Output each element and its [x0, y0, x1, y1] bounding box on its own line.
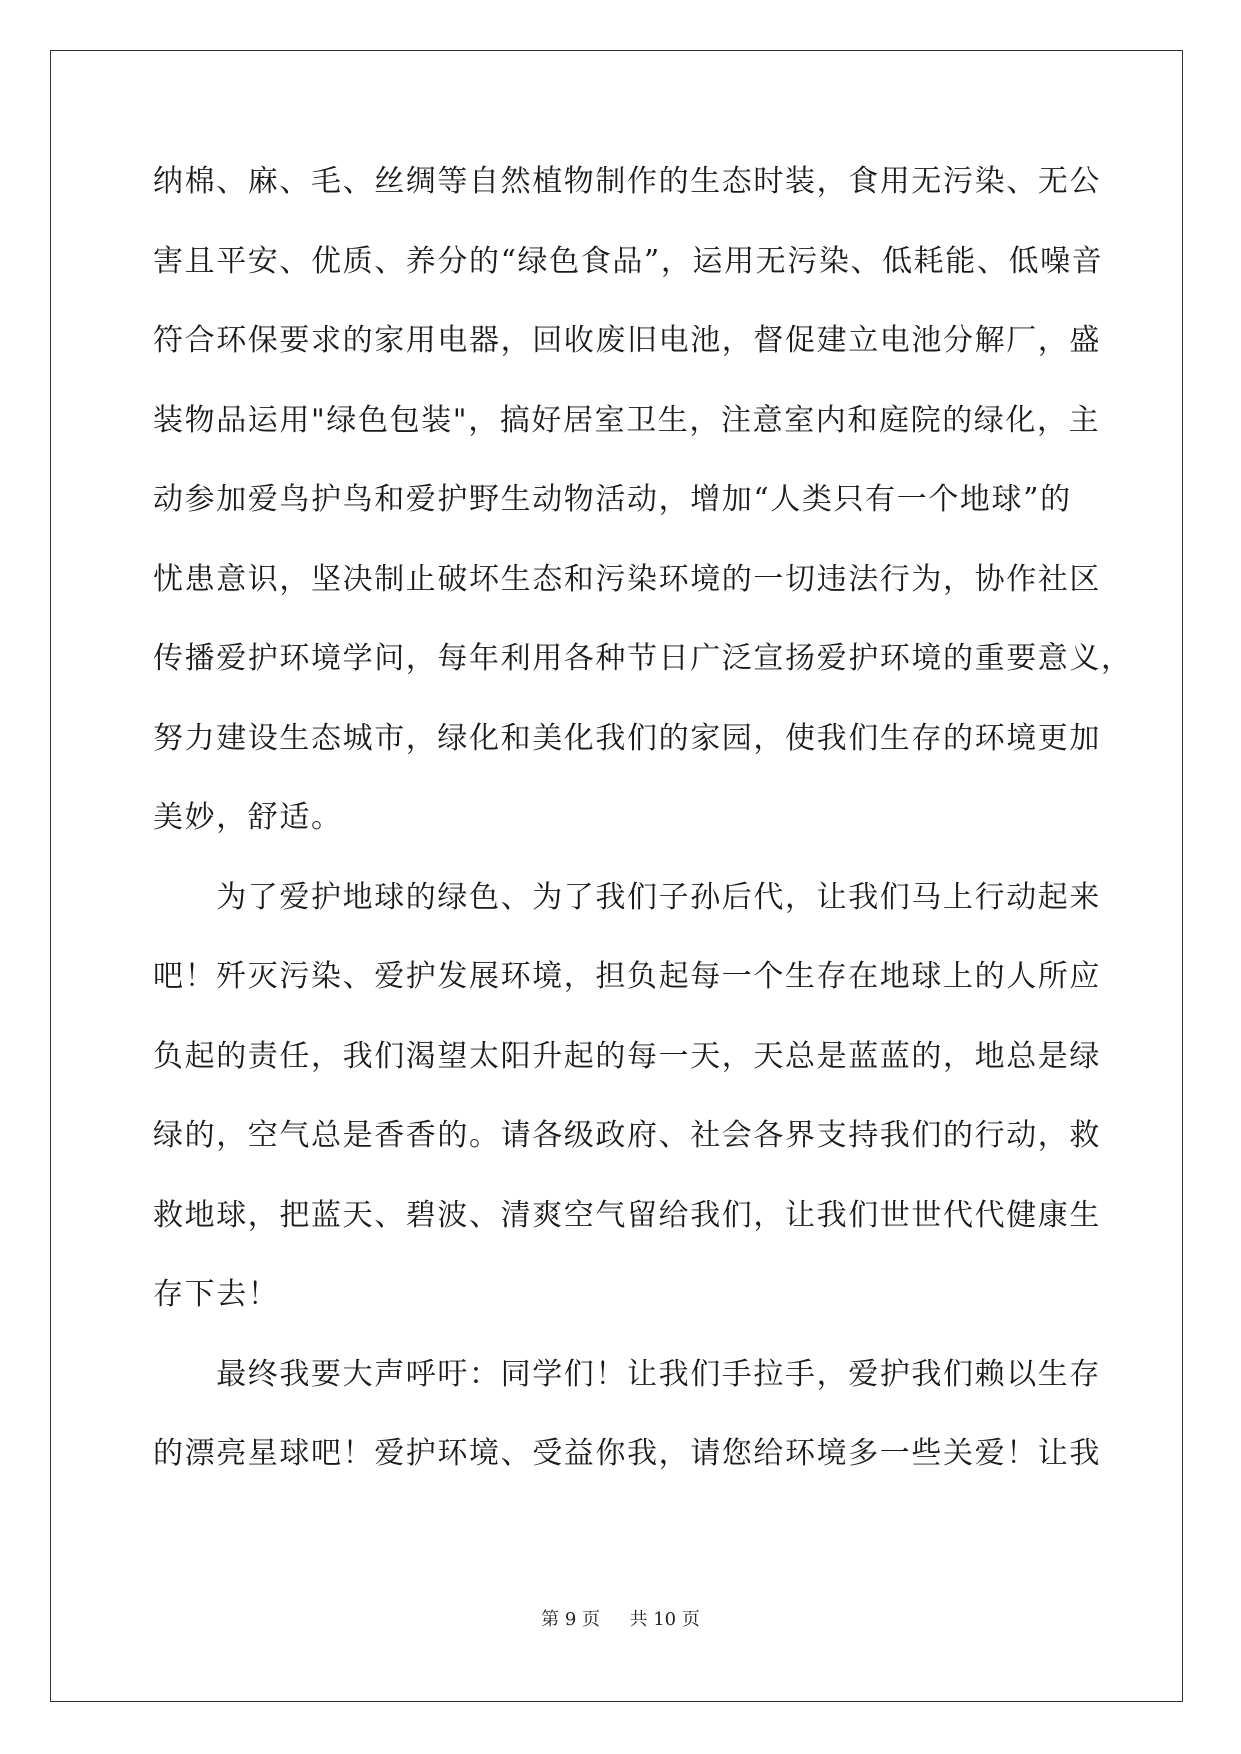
page-footer — [0, 1605, 1241, 1631]
text-line: 美妙，舒适。 — [153, 800, 343, 835]
text-line: 害且平安、优质、养分的“绿色食品”，运用无污染、低耗能、低噪音 — [153, 243, 1104, 279]
text-line: 负起的责任，我们渴望太阳升起的每一天，天总是蓝蓝的，地总是绿 — [153, 1038, 1101, 1074]
text-line: 纳棉、麻、毛、丝绸等自然植物制作的生态时装，食用无污染、无公 — [153, 164, 1101, 199]
text-line: 努力建设生态城市，绿化和美化我们的家园，使我们生存的环境更加 — [153, 720, 1101, 756]
text-line: 动参加爱鸟护鸟和爱护野生动物活动，增加“人类只有一个地球”的 — [153, 482, 1072, 517]
page-total: 共 10 页 — [629, 1609, 700, 1630]
text-line: 忧患意识，坚决制止破坏生态和污染环境的一切违法行为，协作社区 — [153, 561, 1101, 597]
text-line: 传播爱护环境学问，每年利用各种节日广泛宣扬爱护环境的重要意义， — [153, 641, 1133, 676]
document-body — [153, 157, 1133, 1509]
text-line: 存下去！ — [153, 1277, 280, 1312]
page-number: 第 9 页 — [541, 1609, 601, 1630]
text-line: 绿的，空气总是香香的。请各级政府、社会各界支持我们的行动，救 — [153, 1118, 1101, 1153]
text-line: 最终我要大声呼吁：同学们！让我们手拉手，爱护我们赖以生存 — [153, 1356, 1101, 1392]
text-line: 的漂亮星球吧！爱护环境、受益你我，请您给环境多一些关爱！让我 — [153, 1436, 1101, 1471]
text-line: 符合环保要求的家用电器，回收废旧电池，督促建立电池分解厂，盛 — [153, 323, 1101, 358]
text-line: 装物品运用"绿色包装"，搞好居室卫生，注意室内和庭院的绿化，主 — [153, 402, 1101, 438]
text-line: 吧！歼灭污染、爱护发展环境，担负起每一个生存在地球上的人所应 — [153, 959, 1101, 994]
text-line: 为了爱护地球的绿色、为了我们子孙后代，让我们马上行动起来 — [153, 879, 1101, 915]
text-line: 救地球，把蓝天、碧波、清爽空气留给我们，让我们世世代代健康生 — [153, 1197, 1101, 1233]
